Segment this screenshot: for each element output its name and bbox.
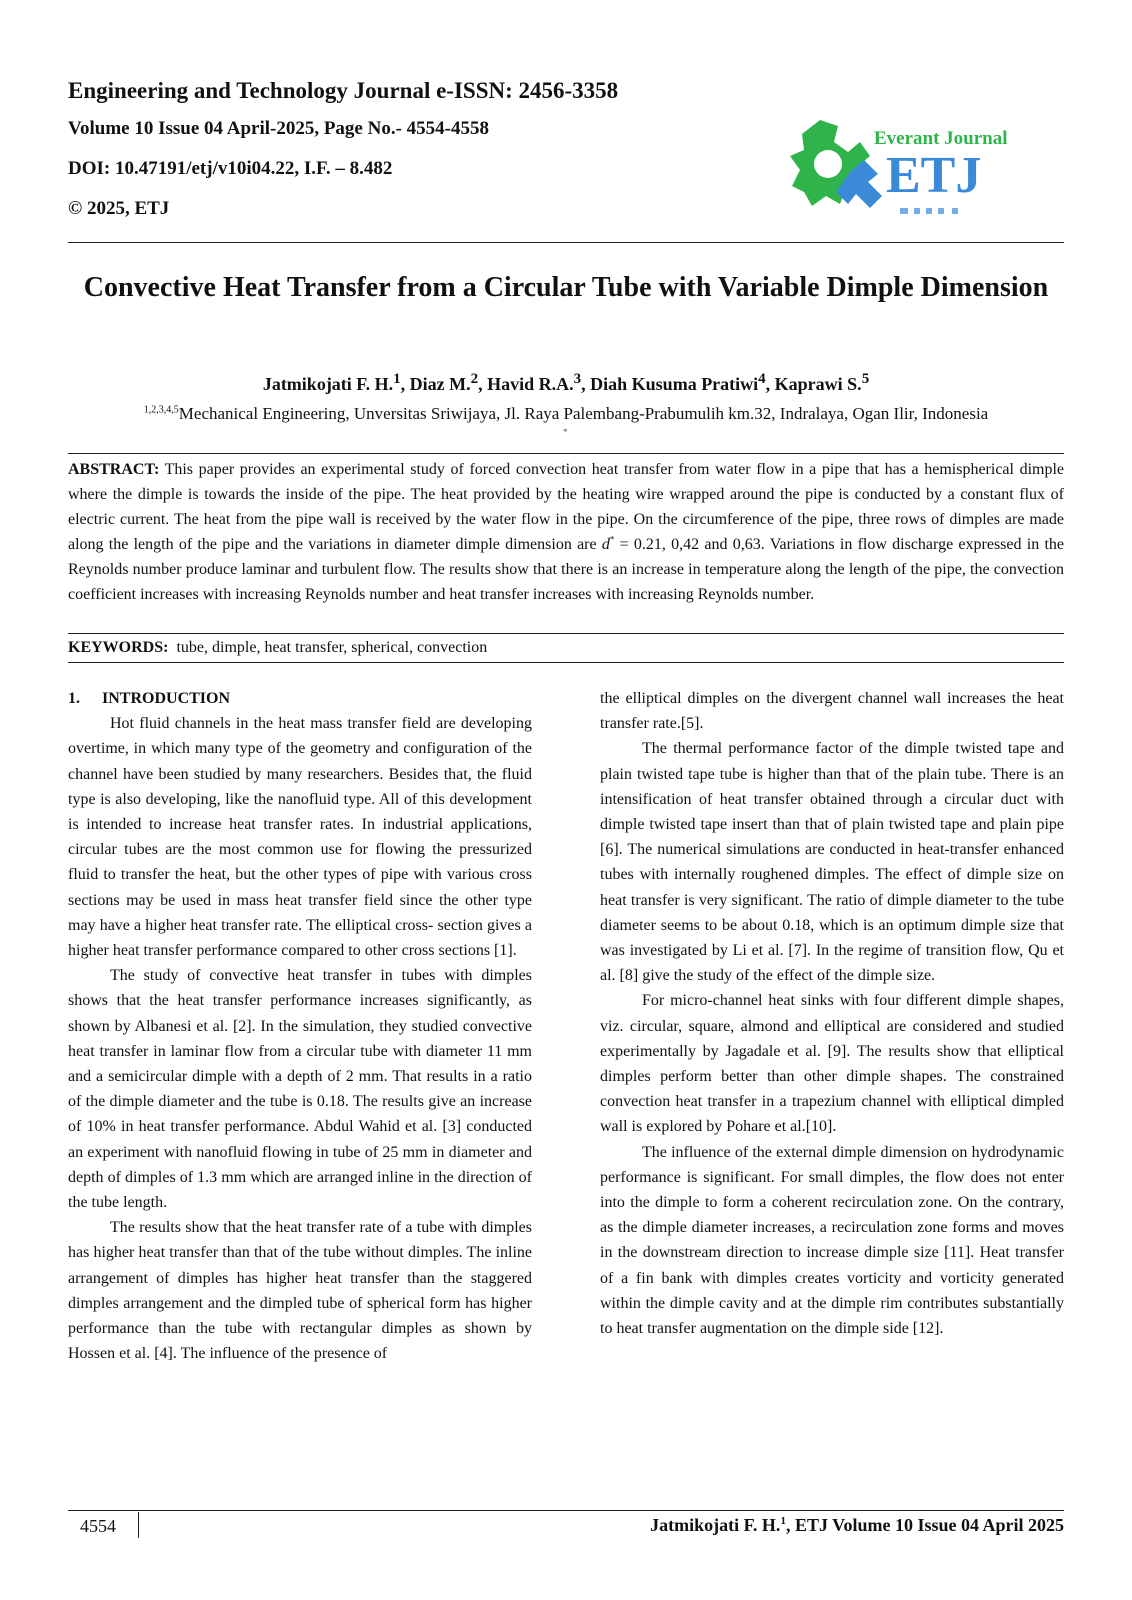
header-rule [68,242,1064,243]
author-list [68,371,1064,395]
keywords-rule [68,662,1064,663]
doi-line: DOI: 10.47191/etj/v10i04.22, I.F. – 8.482 [68,158,393,179]
paragraph: The influence of the external dimple dimension on hydrodynamic performance is significant. For small dimples, the flow does not enter into the dimple to form a coherent recirculation zone. On the contrary, as the dimple diameter increases, a recirculation zone forms and moves in the downstream direction to increase dimple size [11]. Heat transfer of a fin bank with dimples creates vorticity and vorticity generated within the dimple cavity and at the dimple rim contributes substantially to heat transfer augmentation on the dimple side [12]. [600,1143,1064,1338]
logo-top-text: Everant Journal [874,128,1008,149]
abstract-rule-top [68,453,1064,454]
paragraph-continuation: the elliptical dimples on the divergent channel wall increases the heat transfer rate.[5]. [600,690,1064,733]
author-sup: 2 [470,371,479,387]
author-sup: 4 [758,371,766,387]
paragraph: The thermal performance factor of the dimple twisted tape and plain twisted tape tube is higher than that of the plain tube. There is an intensification of heat transfer obtained through a circular duct with dimple twisted tape insert than that of plain twisted tape and plain pipe [6]. The numerical simulations are conducted in heat-transfer enhanced tubes with internally roughened dimples. The effect of dimple size on heat transfer is very significant. The ratio of dimple diameter to the tube diameter seems to be about 0.18, which is an optimum dimple size that was investigated by Li et al. [7]. In the regime of transition flow, Qu et al. [8] give the study of the effect of the dimple size. [600,740,1064,985]
keywords-text: tube, dimple, heat transfer, spherical, convection [168,639,488,656]
paper-title: Convective Heat Transfer from a Circular Tube with Variable Dimple Dimension [83,272,1049,303]
etj-logo [790,112,1010,222]
author-sup: 3 [573,371,582,387]
abstract-text-1: This paper provides an experimental study of forced convection heat transfer from water flow in a pipe that has a hemispherical dimple where the dimple is towards the inside of the pipe. The heat provided by the heating wire wrapped around the pipe is conducted by a constant flux of electric current. The heat from the pipe wall is received by the water flow in the pipe. On the circumference of the pipe, three rows of dimples are made along the length of the pipe and the variations in diameter dimple dimension are [68,461,1064,553]
affiliation-text: Mechanical Engineering, Unversitas Sriwijaya, Jl. Raya Palembang-Prabumulih km.32, Indralaya, Ogan Ilir, Indonesia [178,404,989,423]
author-sup: 5 [861,371,870,387]
affiliation [68,404,1064,424]
section-heading [68,686,532,711]
author-sep: , [765,374,775,394]
paragraph: The results show that the heat transfer rate of a tube with dimples has higher heat transfer than that of the tube without dimples. The inline arrangement of dimples has higher heat transfer than the staggered dimples arrangement and the dimpled tube of spherical form has higher performance than the tube with rectangular dimples as shown by Hossen et al. [4]. The influence of the presence of [68,1219,532,1363]
abstract-rule-bottom [68,633,1064,634]
logo-main-text: ETJ [886,147,982,204]
left-column [68,686,532,1366]
abstract-text-2: = 0.21, 0,42 and 0,63. Variations in flow discharge expressed in the Reynolds number produce laminar and turbulent flow. The results show that there is an increase in temperature along the length of the pipe, the convection coefficient increases with increasing Reynolds number and heat transfer increases with increasing Reynolds number. [68,536,1065,603]
volume-line: Volume 10 Issue 04 April-2025, Page No.- 4554-4558 [68,118,489,139]
paragraph: The study of convective heat transfer in tubes with dimples shows that the heat transfer performance increases significantly, as shown by Albanesi et al. [2]. In the simulation, they studied convective heat transfer in laminar flow from a circular tube with diameter 11 mm and a semicircular dimple with a depth of 2 mm. That results in a ratio of the dimple diameter and the tube is 0.18. The results give an increase of 10% in heat transfer performance. Abdul Wahid et al. [3] conducted an experiment with nanofluid flowing in tube of 25 mm in diameter and depth of dimples of 1.3 mm which are arranged inline in the direction of the tube length. [68,967,532,1212]
paragraph: For micro-channel heat sinks with four different dimple shapes, viz. circular, square, almond and elliptical are considered and studied experimentally by Jagadale et al. [9]. The results show that elliptical dimples perform better than other dimple shapes. The constrained convection heat transfer in a trapezium channel with elliptical dimpled wall is explored by Pohare et al.[10]. [600,992,1064,1136]
paragraph: Hot fluid channels in the heat mass transfer field are developing overtime, in which many type of the geometry and configuration of the channel have been studied by many researchers. Besides that, the fluid type is also developing, like the nanofluid type. All of this development is intended to increase heat transfer rates. In industrial applications, circular tubes are the most common use for flowing the pressurized fluid to transfer the heat, but the other types of pipe with various cross sections may be used in mass heat transfer field since the other type may have a higher heat transfer rate. The elliptical cross- section gives a higher heat transfer performance compared to other cross sections [1]. [68,715,532,960]
copyright-line: © 2025, ETJ [68,198,170,219]
page-number: 4554 [80,1516,116,1536]
author-name: Havid R.A. [487,374,574,394]
right-column [600,686,1064,1341]
journal-name: Engineering and Technology Journal e-ISSN: 2456-3358 [68,78,619,103]
author-sup: 1 [393,371,401,387]
dimple-symbol-sup: * [609,534,615,545]
author-name: Kaprawi S. [774,374,862,394]
journal-header [68,78,768,236]
keywords [68,636,1064,660]
keywords-label: KEYWORDS: [68,639,169,656]
section-title: INTRODUCTION [102,690,231,707]
footer-author: Jatmikojati F. H. [650,1515,781,1535]
author-name: Diaz M. [409,374,471,394]
author-sep: , [400,374,410,394]
footer-citation [650,1515,1064,1536]
abstract [68,457,1064,607]
abstract-label: ABSTRACT: [68,461,160,478]
footer-rest: , ETJ Volume 10 Issue 04 April 2025 [785,1515,1064,1535]
footer-rule [68,1510,1064,1511]
dimple-symbol: d [601,536,610,553]
corresponding-star: * [563,427,568,437]
author-sep: , [478,374,488,394]
footer-author-sup: 1 [780,1515,786,1527]
author-name: Jatmikojati F. H. [262,374,394,394]
footer-divider [138,1512,139,1538]
affiliation-sup: 1,2,3,4,5 [143,404,179,416]
author-sep: , [581,374,591,394]
author-name: Diah Kusuma Pratiwi [590,374,759,394]
section-number: 1. [68,690,80,707]
